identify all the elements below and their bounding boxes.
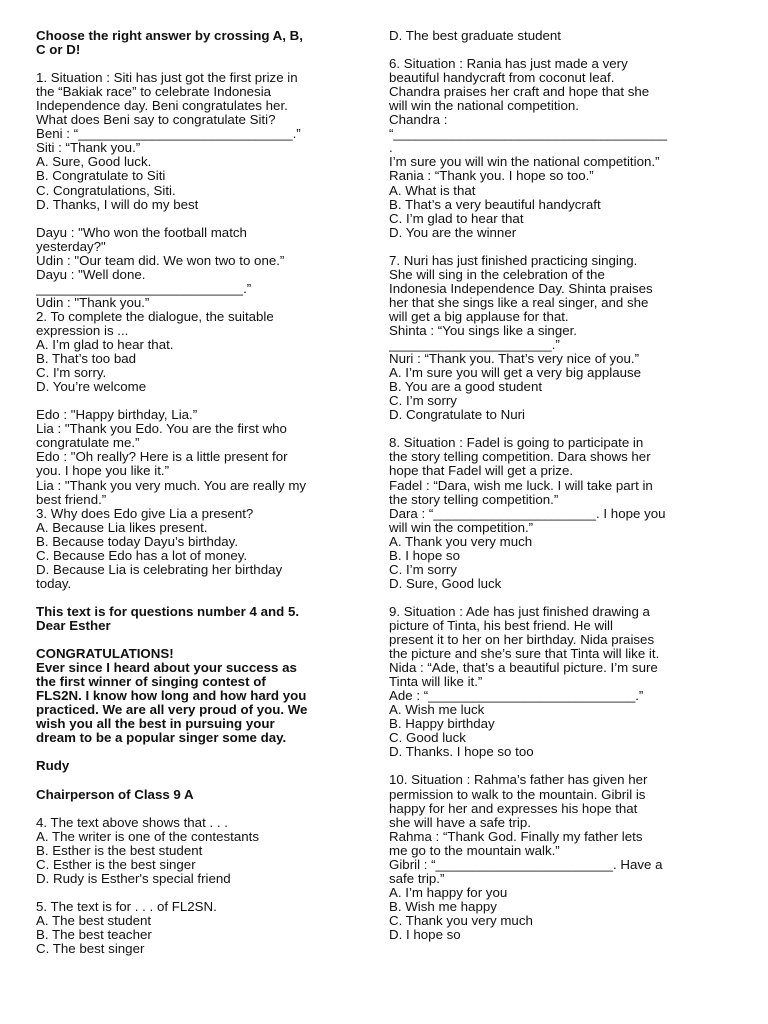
text-line: 9. Situation : Ade has just finished drawing a — [389, 604, 650, 619]
text-line: B. Congratulate to Siti — [36, 169, 166, 184]
text-line: 6. Situation : Rania has just made a very — [389, 57, 628, 72]
text-line: Rania : “Thank you. I hope so too.” — [389, 169, 594, 184]
text-line: 7. Nuri has just finished practicing singing. — [389, 253, 638, 268]
text-line: 4. The text above shows that . . . — [36, 815, 228, 830]
text-line: safe trip.” — [389, 871, 445, 886]
text-line: C. I’m sorry — [389, 394, 457, 409]
text-line: A. What is that — [389, 183, 476, 198]
text-line: Edo : "Happy birthday, Lia.” — [36, 408, 198, 423]
text-line: 3. Why does Edo give Lia a present? — [36, 506, 254, 521]
text-line: A. I’m glad to hear that. — [36, 338, 174, 353]
text-line: A. The best student — [36, 913, 152, 928]
text-line: D. Congratulate to Nuri — [389, 408, 525, 423]
text-line: D. Thanks, I will do my best — [36, 197, 199, 212]
text-line: Shinta : “You sings like a singer. — [389, 323, 577, 338]
text-line: Chandra : — [389, 113, 448, 128]
text-line: D. Rudy is Esther's special friend — [36, 871, 231, 886]
text-line: “_____________________________________ — [389, 127, 668, 142]
text-line: Udin : "Our team did. We won two to one.” — [36, 253, 285, 268]
blank-line — [36, 633, 346, 647]
text-line: D. I hope so — [389, 928, 461, 942]
text-line: C. Thank you very much — [389, 913, 533, 928]
text-line: D. Thanks. I hope so too — [389, 745, 534, 760]
text-line: Nuri : “Thank you. That’s very nice of you.” — [389, 352, 640, 367]
left-column — [36, 29, 346, 956]
text-line: C. Congratulations, Siti. — [36, 183, 176, 198]
text-line: . — [389, 141, 393, 156]
text-line: happy for her and expresses his hope that — [389, 801, 638, 816]
text-line: Ade : “____________________________.” — [389, 689, 644, 704]
text-line: A. I’m happy for you — [389, 885, 508, 900]
text-line: B. I hope so — [389, 548, 460, 563]
text-line: D. Sure, Good luck — [389, 576, 502, 591]
text-line: Dayu : "Well done. — [36, 267, 146, 282]
text-line: the story telling competition. Dara shows her — [389, 450, 651, 465]
text-line: dream to be a popular singer some day. — [36, 731, 287, 746]
text-line: her that she sings like a real singer, and she — [389, 295, 649, 310]
text-line: A. Thank you very much — [389, 534, 533, 549]
text-line: Tinta will like it.” — [389, 675, 483, 690]
blank-line — [389, 759, 709, 773]
text-line: C. I’m glad to hear that — [389, 211, 524, 226]
text-line: CONGRATULATIONS! — [36, 647, 174, 662]
text-line: D. You’re welcome — [36, 380, 147, 395]
blank-line — [389, 591, 709, 605]
text-line: Choose the right answer by crossing A, B, — [36, 29, 303, 43]
text-line: Chairperson of Class 9 A — [36, 787, 194, 802]
text-line: C. Good luck — [389, 731, 466, 746]
text-line: 10. Situation : Rahma’s father has given her — [389, 773, 648, 788]
text-line: 8. Situation : Fadel is going to participate in — [389, 436, 644, 451]
text-line: best friend.” — [36, 492, 107, 507]
text-line: What does Beni say to congratulate Siti? — [36, 113, 276, 128]
text-line: D. The best graduate student — [389, 29, 561, 43]
text-line: 5. The text is for . . . of FL2SN. — [36, 899, 217, 914]
text-line: ______________________.” — [389, 338, 560, 353]
text-line: permission to walk to the mountain. Gibril is — [389, 787, 646, 802]
text-line: me go to the mountain walk.” — [389, 843, 560, 858]
text-line: A. Wish me luck — [389, 703, 485, 718]
text-line: B. The best teacher — [36, 928, 152, 942]
text-line: B. Happy birthday — [389, 717, 495, 732]
text-line: She will sing in the celebration of the — [389, 267, 605, 282]
text-line: the story telling competition.” — [389, 492, 559, 507]
text-line: Chandra praises her craft and hope that she — [389, 85, 650, 100]
text-line: Edo : "Oh really? Here is a little present for — [36, 450, 288, 465]
text-line: C. I’m sorry — [389, 562, 457, 577]
text-line: C. I'm sorry. — [36, 366, 107, 381]
blank-line — [36, 591, 346, 605]
text-line: B. Wish me happy — [389, 899, 497, 914]
text-line: C or D! — [36, 43, 81, 58]
text-line: 2. To complete the dialogue, the suitable — [36, 309, 274, 324]
text-line: B. Because today Dayu’s birthday. — [36, 534, 239, 549]
text-line: Dayu : "Who won the football match — [36, 225, 247, 240]
text-line: will win the competition.” — [389, 520, 534, 535]
text-line: FLS2N. I know how long and how hard you — [36, 689, 307, 704]
text-line: Ever since I heard about your success as — [36, 661, 297, 676]
blank-line — [389, 43, 709, 57]
text-line: B. That’s too bad — [36, 352, 137, 367]
blank-line — [389, 422, 709, 436]
text-line: Nida : “Ade, that’s a beautiful picture. I’m sure — [389, 661, 658, 676]
blank-line — [36, 745, 346, 759]
text-line: will get a big applause for that. — [389, 309, 569, 324]
text-line: Indonesia Independence Day. Shinta praises — [389, 281, 653, 296]
text-line: I’m sure you will win the national competition.” — [389, 155, 660, 170]
text-line: Siti : “Thank you.” — [36, 141, 141, 156]
text-line: the first winner of singing contest of — [36, 675, 266, 690]
text-line: D. You are the winner — [389, 225, 517, 240]
text-line: A. Because Lia likes present. — [36, 520, 208, 535]
text-line: Lia : "Thank you Edo. You are the first who — [36, 422, 287, 437]
text-line: Rudy — [36, 759, 70, 774]
text-line: D. Because Lia is celebrating her birthday — [36, 562, 283, 577]
text-line: B. Esther is the best student — [36, 843, 203, 858]
blank-line — [389, 240, 709, 254]
text-line: practiced. We are all very proud of you. We — [36, 703, 308, 718]
text-line: Lia : "Thank you very much. You are really my — [36, 478, 307, 493]
text-line: will win the national competition. — [389, 99, 579, 114]
text-line: C. Because Edo has a lot of money. — [36, 548, 248, 563]
text-line: Rahma : “Thank God. Finally my father lets — [389, 829, 643, 844]
text-line: A. The writer is one of the contestants — [36, 829, 259, 844]
text-line: present it to her on her birthday. Nida praises — [389, 633, 655, 648]
text-line: A. Sure, Good luck. — [36, 155, 152, 170]
text-line: congratulate me.” — [36, 436, 140, 451]
text-line: picture of Tinta, his best friend. He will — [389, 618, 613, 633]
text-line: Beni : “_____________________________.” — [36, 127, 301, 142]
text-line: beautiful handycraft from coconut leaf. — [389, 71, 615, 86]
text-line: you. I hope you like it.” — [36, 464, 170, 479]
text-line: expression is ... — [36, 323, 129, 338]
text-line: Udin : "Thank you.” — [36, 295, 150, 310]
text-line: she will have a safe trip. — [389, 815, 531, 830]
blank-line — [36, 773, 346, 787]
text-line: Gibril : “________________________. Have a — [389, 857, 663, 872]
text-line: Dear Esther — [36, 618, 111, 633]
blank-line — [36, 394, 346, 408]
text-line: 1. Situation : Siti has just got the first prize in — [36, 71, 298, 86]
blank-line — [36, 212, 346, 226]
text-line: Dara : “______________________. I hope you — [389, 506, 666, 521]
text-line: ____________________________.” — [36, 281, 252, 296]
text-line: hope that Fadel will get a prize. — [389, 464, 574, 479]
text-line: wish you all the best in pursuing your — [36, 717, 275, 732]
text-line: C. The best singer — [36, 942, 145, 957]
right-column — [389, 29, 709, 942]
text-line: Fadel : “Dara, wish me luck. I will take part in — [389, 478, 653, 493]
text-line: C. Esther is the best singer — [36, 857, 196, 872]
blank-line — [36, 886, 346, 900]
text-line: the picture and she’s sure that Tinta will like it. — [389, 647, 660, 662]
text-line: B. That’s a very beautiful handycraft — [389, 197, 601, 212]
text-line: This text is for questions number 4 and 5. — [36, 604, 300, 619]
text-line: the “Bakiak race” to celebrate Indonesia — [36, 85, 272, 100]
text-line: today. — [36, 576, 72, 591]
blank-line — [36, 802, 346, 816]
text-line: A. I’m sure you will get a very big applause — [389, 366, 642, 381]
blank-line — [36, 57, 346, 71]
text-line: yesterday?" — [36, 239, 106, 254]
text-line: B. You are a good student — [389, 380, 543, 395]
text-line: Independence day. Beni congratulates her. — [36, 99, 288, 114]
